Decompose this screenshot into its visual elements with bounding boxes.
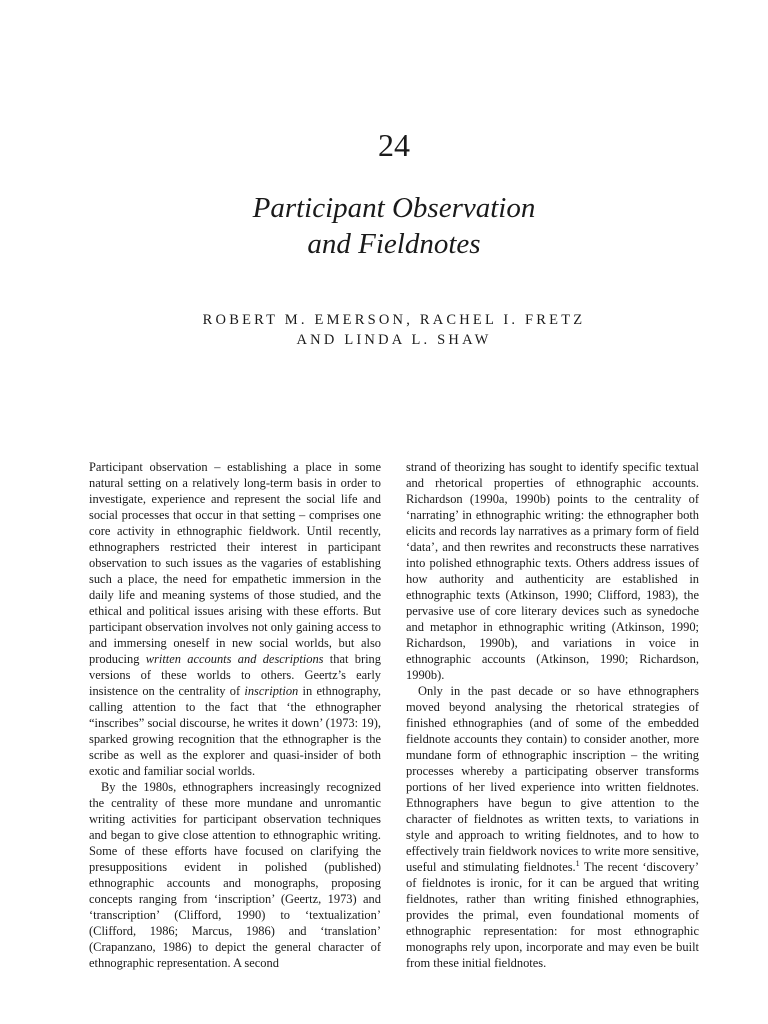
paragraph [89,459,381,779]
paragraph: By the 1980s, ethnographers increasingly recognized the centrality of these more mundane and unromantic writing activities for participant observation techniques and began to give close attention to ethnographic writing. Some of these efforts have focused on clarifying the presuppositions evident in polished (published) ethnographic accounts and monographs, proposing concepts ranging from ‘inscription’ (Geertz, 1973) and ‘transcription’ (Clifford, 1990) to ‘textualization’ (Clifford, 1986; Marcus, 1986) and ‘translation’ (Crapanzano, 1986) to depict the general character of ethnographic representation. A second [89,780,381,970]
paragraph-text: in ethnography, calling attention to the fact that ‘the ethnographer “inscribes” social discourse, he writes it down’ (1973: 19), sparked growing recognition that the ethnographer is the scribe as well as the explorer and quasi-insider of both exotic and familiar social worlds. [89,684,381,778]
authors-line-1: ROBERT M. EMERSON, RACHEL I. FRETZ [202,312,586,328]
right-column [406,459,699,971]
paragraph-text: that bring versions of these worlds to others. Geertz’s early insistence on the centrality of [89,652,381,698]
paragraph-text: The recent ‘discovery’ of fieldnotes is ironic, for it can be argued that writing fieldnotes, rather than writing finished ethnographies, provides the primal, even foundational moments of ethnographic representation: for most ethnographic monographs rely upon, incorporate and may even be built from these initial fieldnotes. [406,860,699,970]
authors-line-2: AND LINDA L. SHAW [296,332,492,348]
chapter-title-line-1: Participant Observation [252,192,536,224]
emphasis-text: written accounts and descriptions [145,652,324,666]
chapter-title [0,190,768,262]
paragraph-text: Participant observation – establishing a place in some natural setting on a relatively long-term basis in order to investigate, experience and represent the social life and social processes that occur in that setting – comprises one core activity in ethnographic fieldwork. Until recently, ethnographers restricted their interest in participant observation to such issues as the vagaries of establishing such a place, the need for empathetic immersion in the daily life and meaning systems of those studied, and the ethical and political issues arising with these efforts. But participant observation involves not only gaining access to and immersing oneself in new social worlds, but also producing [89,460,381,666]
emphasis-text: inscription [244,684,299,698]
paragraph: strand of theorizing has sought to identify specific textual and rhetorical properties of ethnographic accounts. Richardson (1990a, 1990b) points to the centrality of ‘narrating’ in ethnographic writing: the ethnographer both elicits and records lay narratives as a primary form of field ‘data’, and then rewrites and reconstructs these narratives into polished ethnographic texts. Others address issues of how authority and authenticity are established in ethnographic texts (Atkinson, 1990; Clifford, 1983), the pervasive use of core literary devices such as synedoche and metaphor in ethnographic writing (Atkinson, 1990; Richardson, 1990b), and variations in voice in ethnographic accounts (Atkinson, 1990; Richardson, 1990b). [406,460,699,682]
paragraph-text: Only in the past decade or so have ethnographers moved beyond analysing the rhetorical strategies of finished ethnographies (and of some of the embedded fieldnote accounts they contain) to consider another, more mundane form of ethnographic inscription – the writing processes whereby a participating observer transforms portions of her lived experience into written fieldnotes. Ethnographers have begun to give attention to the character of fieldnotes as written texts, to variations in style and approach to writing fieldnotes, and to how to effectively train fieldwork novices to write more sensitive, useful and stimulating fieldnotes. [406,684,699,874]
chapter-title-line-2: and Fieldnotes [307,228,481,260]
left-column [89,459,381,971]
chapter-number: 24 [378,127,410,163]
paragraph [406,683,699,971]
authors [0,310,768,350]
footnote-marker[interactable]: 1 [575,858,580,868]
